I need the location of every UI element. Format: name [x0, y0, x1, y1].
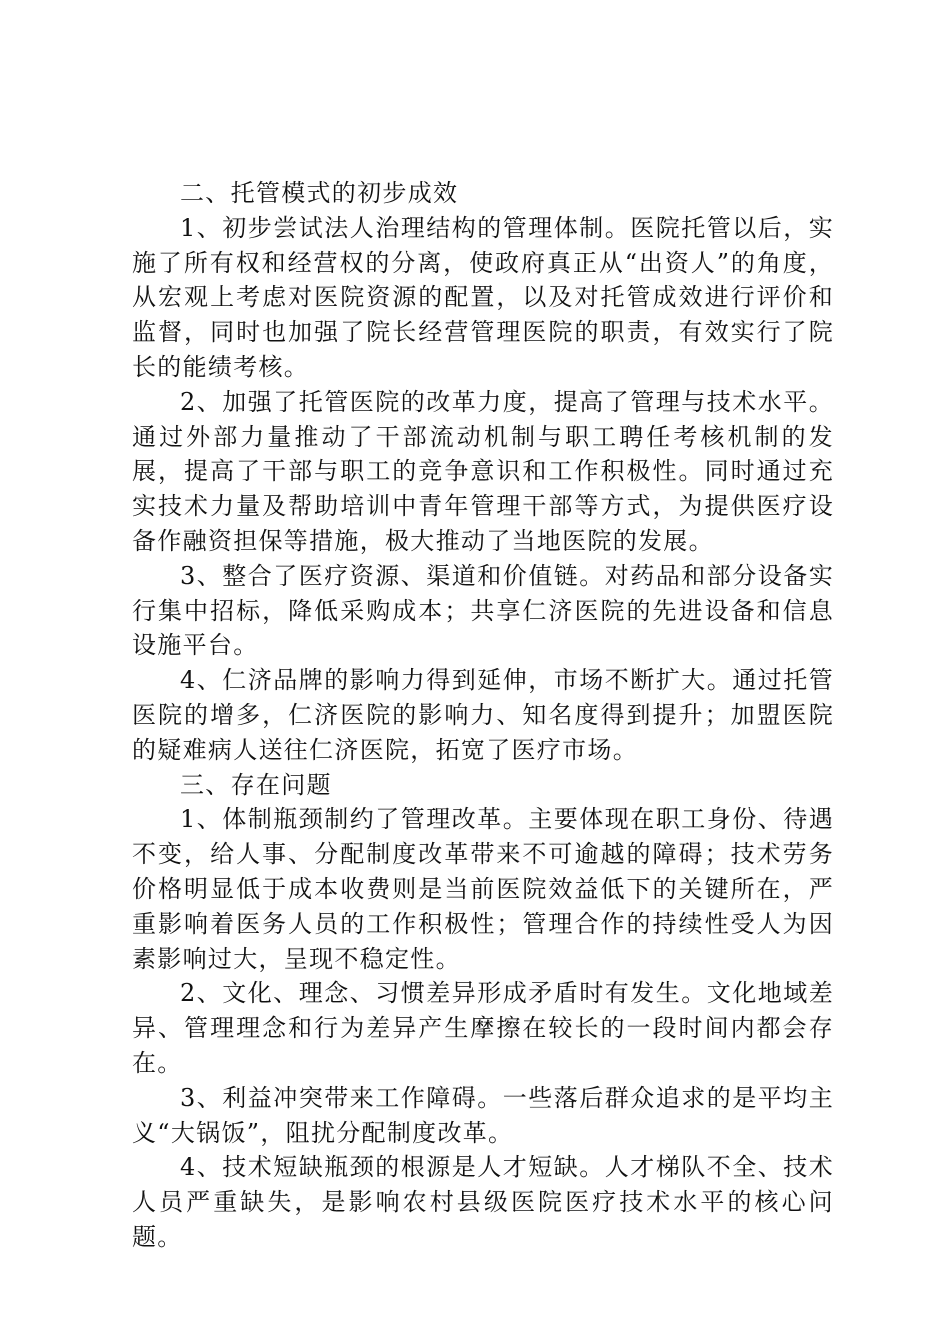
- paragraph-results-1: 1、初步尝试法人治理结构的管理体制。医院托管以后，实施了所有权和经营权的分离，使政府真正从“出资人”的角度，从宏观上考虑对医院资源的配置，以及对托管成效进行评价和监督，同时也加强了院长经营管理医院的职责，有效实行了院长的能绩考核。: [132, 213, 834, 381]
- paragraph-results-4: 4、仁济品牌的影响力得到延伸，市场不断扩大。通过托管医院的增多，仁济医院的影响力、知名度得到提升；加盟医院的疑难病人送往仁济医院，拓宽了医疗市场。: [132, 666, 834, 764]
- paragraph-problems-4: 4、技术短缺瓶颈的根源是人才短缺。人才梯队不全、技术人员严重缺失，是影响农村县级医院医疗技术水平的核心问题。: [132, 1153, 834, 1251]
- paragraph-problems-3: 3、利益冲突带来工作障碍。一些落后群众追求的是平均主义“大锅饭”，阻扰分配制度改革。: [132, 1083, 834, 1147]
- paragraph-problems-2: 2、文化、理念、习惯差异形成矛盾时有发生。文化地域差异、管理理念和行为差异产生摩擦在较长的一段时间内都会存在。: [132, 979, 834, 1077]
- paragraph-results-3: 3、整合了医疗资源、渠道和价值链。对药品和部分设备实行集中招标，降低采购成本；共享仁济医院的先进设备和信息设施平台。: [132, 561, 834, 660]
- section-heading-problems: 三、存在问题: [180, 770, 332, 799]
- document-body: [132, 176, 834, 1255]
- section-heading-results: 二、托管模式的初步成效: [180, 179, 459, 207]
- paragraph-problems-1: 1、体制瓶颈制约了管理改革。主要体现在职工身份、待遇不变，给人事、分配制度改革带来不可逾越的障碍；技术劳务价格明显低于成本收费则是当前医院效益低下的关键所在，严重影响着医务人员的工作积极性；管理合作的持续性受人为因素影响过大，呈现不稳定性。: [132, 805, 834, 973]
- paragraph-results-2: 2、加强了托管医院的改革力度，提高了管理与技术水平。通过外部力量推动了干部流动机制与职工聘任考核机制的发展，提高了干部与职工的竞争意识和工作积极性。同时通过充实技术力量及帮助培训中青年管理干部等方式，为提供医疗设备作融资担保等措施，极大推动了当地医院的发展。: [132, 387, 834, 555]
